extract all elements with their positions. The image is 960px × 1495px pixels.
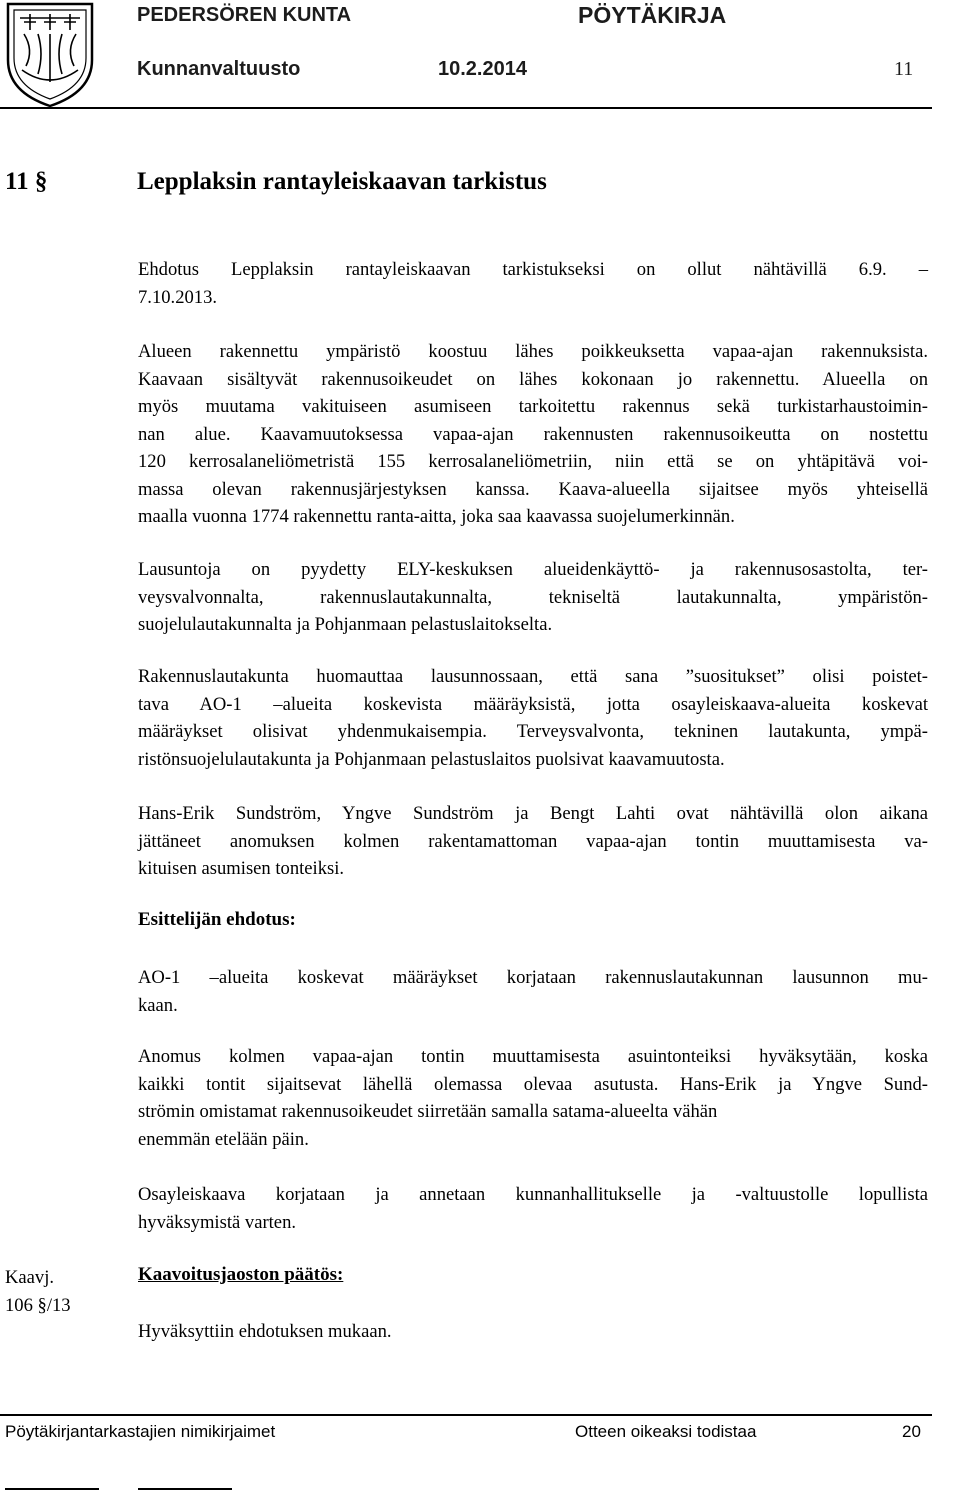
paragraph-decision bbox=[138, 1318, 928, 1346]
text-line: hyväksymistä varten. bbox=[138, 1211, 297, 1233]
section-number-value: 11 bbox=[5, 168, 29, 195]
text-line: Hyväksyttiin ehdotuksen mukaan. bbox=[138, 1321, 392, 1342]
text-line: määräykset olisivat yhdenmukaisempia. Terveysvalvonta, tekninen lautakunta, ympä- bbox=[138, 721, 928, 742]
text-line: 120 kerrosalaneliömetristä 155 kerrosalaneliömetriin, niin että se on yhtäpitävä voi- bbox=[138, 451, 928, 472]
text-line: AO-1 –alueita koskevat määräykset korjataan rakennuslautakunnan lausunnon mu- bbox=[138, 967, 928, 988]
planning-section-reference bbox=[5, 1264, 71, 1320]
text-line: Hans-Erik Sundström, Yngve Sundström ja Bengt Lahti ovat nähtävillä olon aikana bbox=[138, 803, 928, 824]
document-type: PÖYTÄKIRJA bbox=[578, 2, 727, 28]
reference-number: 106 §/13 bbox=[5, 1295, 71, 1316]
footer-initials-label: Pöytäkirjantarkastajien nimikirjaimet bbox=[5, 1422, 276, 1441]
text-line: Rakennuslautakunta huomauttaa lausunnossaan, että sana ”suositukset” olisi poistet- bbox=[138, 666, 928, 687]
paragraph-building-board-remark bbox=[138, 663, 928, 773]
text-line: Osayleiskaava korjataan ja annetaan kunnanhallitukselle ja -valtuustolle lopullista bbox=[138, 1184, 928, 1205]
text-line: veysvalvonnalta, rakennuslautakunnalta, tekniseltä lautakunnalta, ympäristön- bbox=[138, 586, 928, 608]
governing-body: Kunnanvaltuusto bbox=[137, 58, 301, 80]
paragraph-proposal-forwarding bbox=[138, 1181, 928, 1236]
footer-page-number: 20 bbox=[902, 1422, 921, 1441]
section-number bbox=[5, 168, 47, 196]
header-divider bbox=[0, 107, 932, 109]
text-line: maalla vuonna 1774 rakennettu ranta-aitta, joka saa kaavassa suojelumerkinnän. bbox=[138, 506, 735, 527]
text-line: suojelulautakunnalta ja Pohjanmaan pelastuslaitokselta. bbox=[138, 614, 553, 635]
meeting-date: 10.2.2014 bbox=[438, 58, 527, 80]
text-line: enemmän etelään päin. bbox=[138, 1128, 309, 1150]
paragraph-application bbox=[138, 800, 928, 883]
text-line: Kaavaan sisältyvät rakennusoikeudet on lähes kokonaan jo rakennettu. Alueella on bbox=[138, 368, 928, 390]
text-line: ristönsuojelulautakunta ja Pohjanmaan pelastuslaitos puolsivat kaavamuutosta. bbox=[138, 748, 725, 770]
paragraph-statements-requested bbox=[138, 556, 928, 639]
paragraph-proposal-application bbox=[138, 1043, 928, 1153]
text-line: kaikki tontit sijaitsevat lähellä olemassa olevaa asutusta. Hans-Erik ja Yngve Sund- bbox=[138, 1073, 928, 1095]
header-page-number: 11 bbox=[894, 58, 914, 80]
text-line: strömin omistamat rakennusoikeudet siirretään samalla satama-alueelta vähän bbox=[138, 1101, 718, 1122]
paragraph-proposal-regulations bbox=[138, 964, 928, 1019]
signature-line bbox=[5, 1488, 99, 1490]
text-line: massa olevan rakennusjärjestyksen kanssa. Kaava-alueella sijaitsee myös yhteisellä bbox=[138, 478, 928, 500]
footer-certified-label: Otteen oikeaksi todistaa bbox=[575, 1422, 757, 1441]
text-line: Alueen rakennettu ympäristö koostuu lähes poikkeuksetta vapaa-ajan rakennuksista. bbox=[138, 341, 928, 362]
text-line: kituisen asumisen tonteiksi. bbox=[138, 858, 345, 879]
section-symbol: § bbox=[34, 168, 48, 195]
text-line: 7.10.2013. bbox=[138, 286, 218, 308]
text-line: kaan. bbox=[138, 994, 178, 1016]
organization-name: PEDERSÖREN KUNTA bbox=[137, 4, 352, 26]
paragraph-display-period bbox=[138, 256, 928, 311]
municipal-crest-logo bbox=[4, 0, 96, 110]
text-line: nan alue. Kaavamuutoksessa vapaa-ajan rakennusten rakennusoikeutta on nostettu bbox=[138, 423, 928, 445]
text-line: myös muutama vakituiseen asumiseen tarkoitettu rakennus sekä turkistarhaustoimin- bbox=[138, 396, 928, 417]
decision-heading: Kaavoitusjaoston päätös: bbox=[138, 1264, 344, 1285]
signature-line bbox=[138, 1488, 232, 1490]
text-line: tava AO-1 –alueita koskevista määräyksistä, jotta osayleiskaava-alueita koskevat bbox=[138, 693, 928, 715]
section-title: Lepplaksin rantayleiskaavan tarkistus bbox=[137, 168, 547, 195]
text-line: Ehdotus Lepplaksin rantayleiskaavan tarkistukseksi on ollut nähtävillä 6.9. – bbox=[138, 259, 928, 280]
paragraph-area-description bbox=[138, 338, 928, 531]
text-line: Anomus kolmen vapaa-ajan tontin muuttamisesta asuintonteiksi hyväksytään, koska bbox=[138, 1046, 928, 1067]
proposal-heading: Esittelijän ehdotus: bbox=[138, 909, 296, 930]
footer-divider bbox=[0, 1414, 932, 1416]
reference-label: Kaavj. bbox=[5, 1267, 55, 1288]
text-line: Lausuntoja on pyydetty ELY-keskuksen alueidenkäyttö- ja rakennusosastolta, ter- bbox=[138, 559, 928, 580]
text-line: jättäneet anomuksen kolmen rakentamattoman vapaa-ajan tontin muuttamisesta va- bbox=[138, 830, 928, 852]
